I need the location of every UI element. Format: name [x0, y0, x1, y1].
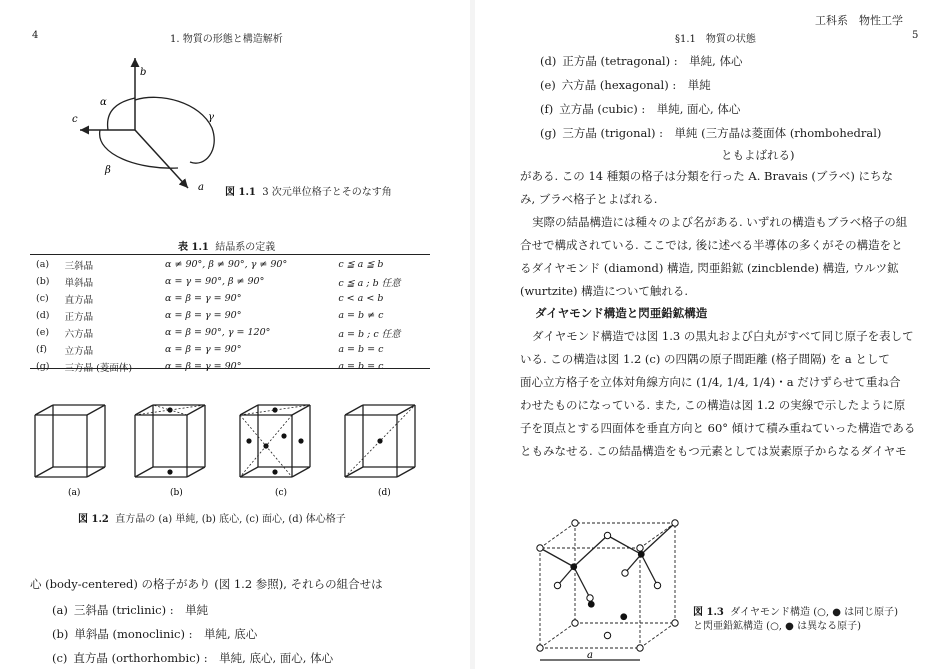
paragraph-line: 面心立方格子を立体対角線方向に (1/4, 1/4, 1/4)・a だけずらせて重ね合 [520, 375, 901, 389]
paragraph-line: わせたものになっている. また, この構造は図 1.2 の実線で示したように原 [520, 398, 906, 412]
table-cell-axes: c ≦ a ≦ b [338, 259, 384, 270]
page-number: 4 [32, 30, 39, 41]
paragraph-line: がある. この 14 種類の格子は分類を行った A. Bravais (ブラベ) にちな [520, 169, 894, 183]
open-atom [572, 620, 578, 626]
table-cell-id: (b) [36, 276, 50, 287]
table-cell-angles: α = γ = 90°, β ≠ 90° [165, 276, 265, 287]
table-cell-angles: α = β = γ = 90° [165, 310, 242, 321]
table-row [32, 324, 428, 341]
right-page [475, 0, 945, 669]
cube-body-centered [345, 405, 415, 477]
open-atom [637, 645, 643, 651]
page-number: 5 [912, 30, 919, 41]
table-cell-name: 直方晶 [64, 294, 94, 306]
list-item: (d) 正方晶 (tetragonal) : 単純, 体心 [540, 54, 743, 68]
table-row [32, 358, 428, 375]
a-label: a [198, 182, 204, 193]
sublabel-d: (d) [378, 488, 391, 498]
gamma-label: γ [208, 112, 214, 123]
paragraph-line: 実際の結晶構造には種々のよび名がある. いずれの構造もブラベ格子の組 [532, 215, 908, 229]
diamond-structure-diagram [530, 488, 680, 663]
paragraph-line: るダイヤモンド (diamond) 構造, 閃亜鉛鉱 (zincblende) 構造, ウルツ鉱 [520, 261, 899, 275]
cube-base-centered [135, 405, 205, 477]
beta-label: β [105, 165, 111, 176]
table-row [32, 307, 428, 324]
paragraph-line: 合せで構成されている. ここでは, 後に述べる半導体の多くがその構造をと [520, 238, 903, 252]
list-item: (f) 立方晶 (cubic) : 単純, 面心, 体心 [540, 102, 741, 116]
table-cell-id: (e) [36, 327, 50, 338]
list-item-continuation: ともよばれる) [721, 148, 795, 162]
open-atom [537, 645, 543, 651]
table-cell-angles: α = β = γ = 90° [165, 344, 242, 355]
table-cell-id: (c) [36, 293, 49, 304]
crystal-system-table [32, 256, 428, 375]
table-cell-name: 三斜晶 [64, 260, 94, 272]
open-atom [622, 570, 628, 576]
table-cell-angles: α ≠ 90°, β ≠ 90°, γ ≠ 90° [165, 259, 288, 270]
open-atom [672, 520, 678, 526]
paragraph-line: ダイヤモンド構造では図 1.3 の黒丸および白丸がすべて同じ原子を表して [532, 329, 914, 343]
table-cell-axes: c < a < b [338, 293, 384, 304]
table-cell-id: (a) [36, 259, 50, 270]
table-cell-axes: a = b = c [338, 344, 384, 355]
list-item: (g) 三方晶 (trigonal) : 単純 (三方晶は菱面体 (rhombohedral) [540, 126, 882, 140]
b-label: b [140, 67, 147, 78]
table-cell-name: 立方晶 [64, 345, 94, 357]
left-page [0, 0, 470, 669]
table-cell-name: 正方晶 [64, 311, 94, 323]
running-head: 1. 物質の形態と構造解析 [170, 34, 283, 45]
list-item: (a) 三斜晶 (triclinic) : 単純 [52, 603, 209, 617]
open-atom [654, 582, 660, 588]
paragraph-line: いる. この構造は図 1.2 (c) の四隅の原子間距離 (格子間隔) を a として [520, 352, 890, 366]
open-atom [637, 545, 643, 551]
a-axis [135, 130, 188, 188]
body-line: 心 (body-centered) の格子があり (図 1.2 参照), それらの組合せは [30, 577, 383, 591]
table-cell-axes: a = b = c [338, 361, 384, 372]
table-cell-id: (d) [36, 310, 50, 321]
table-cell-name: 六方晶 [64, 328, 94, 340]
figure-1-3-caption-line2: と閃亜鉛鉱構造 (○, ● は異なる原子) [693, 621, 861, 632]
figure-1-1-caption: 図 1.1 3 次元単位格子とそのなす角 [225, 187, 392, 198]
open-atom [572, 520, 578, 526]
table-row [32, 290, 428, 307]
table-cell-name: 単斜晶 [64, 277, 94, 289]
table-cell-angles: α = β = γ = 90° [165, 361, 242, 372]
filled-atom [588, 601, 595, 608]
table-cell-axes: a = b ; c 任意 [338, 328, 401, 340]
alpha-label: α [100, 97, 107, 108]
open-atom [537, 545, 543, 551]
list-item: (c) 直方晶 (orthorhombic) : 単純, 底心, 面心, 体心 [52, 651, 334, 665]
table-cell-angles: α = β = γ = 90° [165, 293, 242, 304]
paragraph-line: み, ブラベ格子とよばれる. [520, 192, 658, 206]
paragraph-line: (wurtzite) 構造について触れる. [520, 284, 689, 298]
filled-atom [638, 551, 645, 558]
open-atom [554, 582, 560, 588]
filled-atom [570, 563, 577, 570]
table-row [32, 256, 428, 273]
subject-stamp: 工科系 物性工学 [815, 14, 903, 27]
cube-simple [35, 405, 105, 477]
table-cell-id: (f) [36, 344, 47, 355]
table-cell-angles: α = β = 90°, γ = 120° [165, 327, 271, 338]
unit-cell-angle-diagram [60, 50, 260, 195]
list-item: (b) 単斜晶 (monoclinic) : 単純, 底心 [52, 627, 258, 641]
table-1-1-caption: 表 1.1 結晶系の定義 [178, 242, 276, 253]
lattice-constant-label: a [587, 650, 593, 661]
figure-1-2-caption: 図 1.2 直方晶の (a) 単純, (b) 底心, (c) 面心, (d) 体心格子 [78, 514, 346, 525]
open-atom [604, 532, 610, 538]
orthorhombic-lattices [30, 390, 440, 505]
cube-face-centered [240, 405, 310, 477]
sublabel-b: (b) [170, 488, 183, 498]
list-item: (e) 六方晶 (hexagonal) : 単純 [540, 78, 711, 92]
paragraph-line: 子を頂点とする四面体を垂直方向と 60° 傾けて積み重ねていった構造である [520, 421, 916, 435]
section-heading: ダイヤモンド構造と閃亜鉛鉱構造 [535, 306, 708, 320]
table-row [32, 341, 428, 358]
table-cell-axes: c ≦ a ; b 任意 [338, 277, 401, 289]
open-atom [604, 632, 610, 638]
table-row [32, 273, 428, 290]
open-atom [587, 595, 593, 601]
sublabel-a: (a) [68, 488, 81, 498]
sublabel-c: (c) [275, 488, 288, 498]
open-atom [672, 620, 678, 626]
paragraph-line: ともみなせる. この結晶構造をもつ元素としては炭素原子からなるダイヤモ [520, 444, 907, 458]
filled-atom [620, 613, 627, 620]
figure-1-3-caption: 図 1.3 ダイヤモンド構造 (○, ● は同じ原子) [693, 607, 899, 618]
table-cell-name: 三方晶 (菱面体) [64, 362, 133, 374]
table-cell-axes: a = b ≠ c [338, 310, 384, 321]
table-cell-id: (g) [36, 361, 50, 372]
running-head: §1.1 物質の状態 [675, 34, 756, 45]
c-label: c [72, 114, 78, 125]
